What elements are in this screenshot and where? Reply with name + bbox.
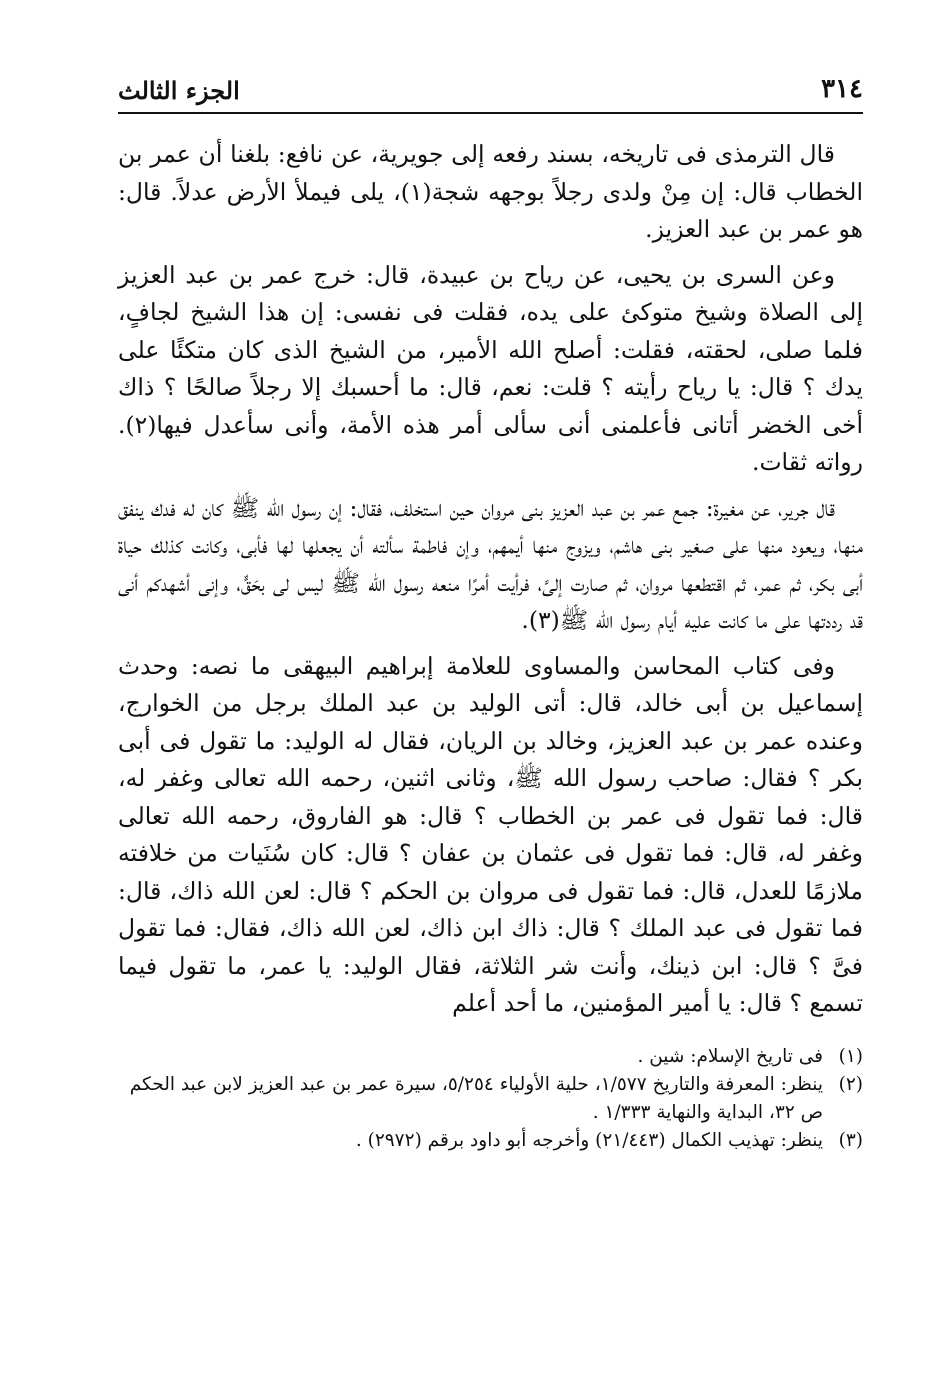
paragraph: وفى كتاب المحاسن والمساوى للعلامة إبراهيم البيهقى ما نصه: وحدث إسماعيل بن أبى خالد، قال: أتى الوليد بن عبد الملك برجل من الخوارج، وعنده عمر بن عبد العزيز، وخالد بن الريان، فقال له الوليد: ما تقول فى أبى بكر ؟ فقال: صاحب رسول الله ﷺ، وثانى اثنين، رحمه الله تعالى وغفر له، قال: فما تقول فى عمر بن الخطاب ؟ قال: هو الفاروق، رحمه الله تعالى وغفر له، قال: فما تقول فى عثمان بن عفان ؟ قال: كان سُنَيات من خلافته ملازمًا للعدل، قال: فما تقول فى مروان بن الحكم ؟ قال: لعن الله ذاك، قال: فما تقول فى عبد الملك ؟ قال: ذاك ابن ذاك، لعن الله ذاك، فقال: فما تقول فىَّ ؟ قال: ابن ذينك، وأنت شر الثلاثة، فقال الوليد: يا عمر، ما تقول فيما تسمع ؟ قال: يا أمير المؤمنين، ما أحد أعلم	[118, 651, 863, 1017]
footnotes	[118, 1043, 863, 1155]
paragraph: وعن السرى بن يحيى، عن رياح بن عبيدة، قال: خرج عمر بن عبد العزيز إلى الصلاة وشيخ متوكئ على يده، فقلت فى نفسى: إن هذا الشيخ لجافٍ، فلما صلى، لحقته، فقلت: أصلح الله الأمير، من الشيخ الذى كان متكئًا على يدك ؟ قال: يا رياح رأيته ؟ قلت: نعم، قال: ما أحسبك إلا رجلاً صالحًا ؟ ذاك أخى الخضر أتانى فأعلمنى أنى سألى أمر هذه الأمة، وأنى سأعدل فيها(٢). رواته ثقات.	[118, 260, 863, 476]
running-title: الجزء الثالث	[118, 76, 240, 105]
footnote-number: (٣)	[838, 1129, 863, 1151]
footnote-text: فى تاريخ الإسلام: شين .	[637, 1045, 823, 1067]
page-header	[118, 70, 863, 114]
paragraph: قال جرير، عن مغيرة: جمع عمر بن عبد العزيز بنى مروان حين استخلف، فقال: إن رسول الله ﷺ كان له فدك ينفق منها، ويعود منها على صغير بنى هاشم، ويزوج منها أيمهم، وإن فاطمة سألته أن يجعلها لها فأبى، وكانت كذلك حياة أبى بكر، ثم عمر، ثم اقتطعها مروان، ثم صارت إلىَّ، فرأيت أمرًا منعه رسول الله ﷺ ليس لى بحَقٍّ، وإنى أشهدكم أنى قد رددتها على ما كانت عليه أيام رسول الله ﷺ(٣).	[118, 493, 863, 634]
footnote	[118, 1127, 863, 1155]
paragraph: قال الترمذى فى تاريخه، بسند رفعه إلى جويرية، عن نافع: بلغنا أن عمر بن الخطاب قال: إن مِنْ ولدى رجلاً بوجهه شجة(١)، يلى فيملأ الأرض عدلاً. قال: هو عمر بن عبد العزيز.	[118, 140, 863, 243]
footnote-text: ينظر: المعرفة والتاريخ ١/٥٧٧، حلية الأولياء ٥/٢٥٤، سيرة عمر بن عبد العزيز لابن عبد الحكم ص ٣٢، البداية والنهاية ١/٣٣٣ .	[129, 1073, 823, 1123]
book-page	[118, 70, 863, 1155]
footnote-number: (٢)	[838, 1073, 863, 1095]
main-text	[118, 136, 863, 1023]
footnote	[118, 1071, 863, 1127]
footnote-text: ينظر: تهذيب الكمال (٢١/٤٤٣) وأخرجه أبو داود برقم (٢٩٧٢) .	[355, 1129, 823, 1151]
footnote	[118, 1043, 863, 1071]
footnote-number: (١)	[838, 1045, 863, 1067]
page-number: ٣١٤	[821, 74, 863, 104]
